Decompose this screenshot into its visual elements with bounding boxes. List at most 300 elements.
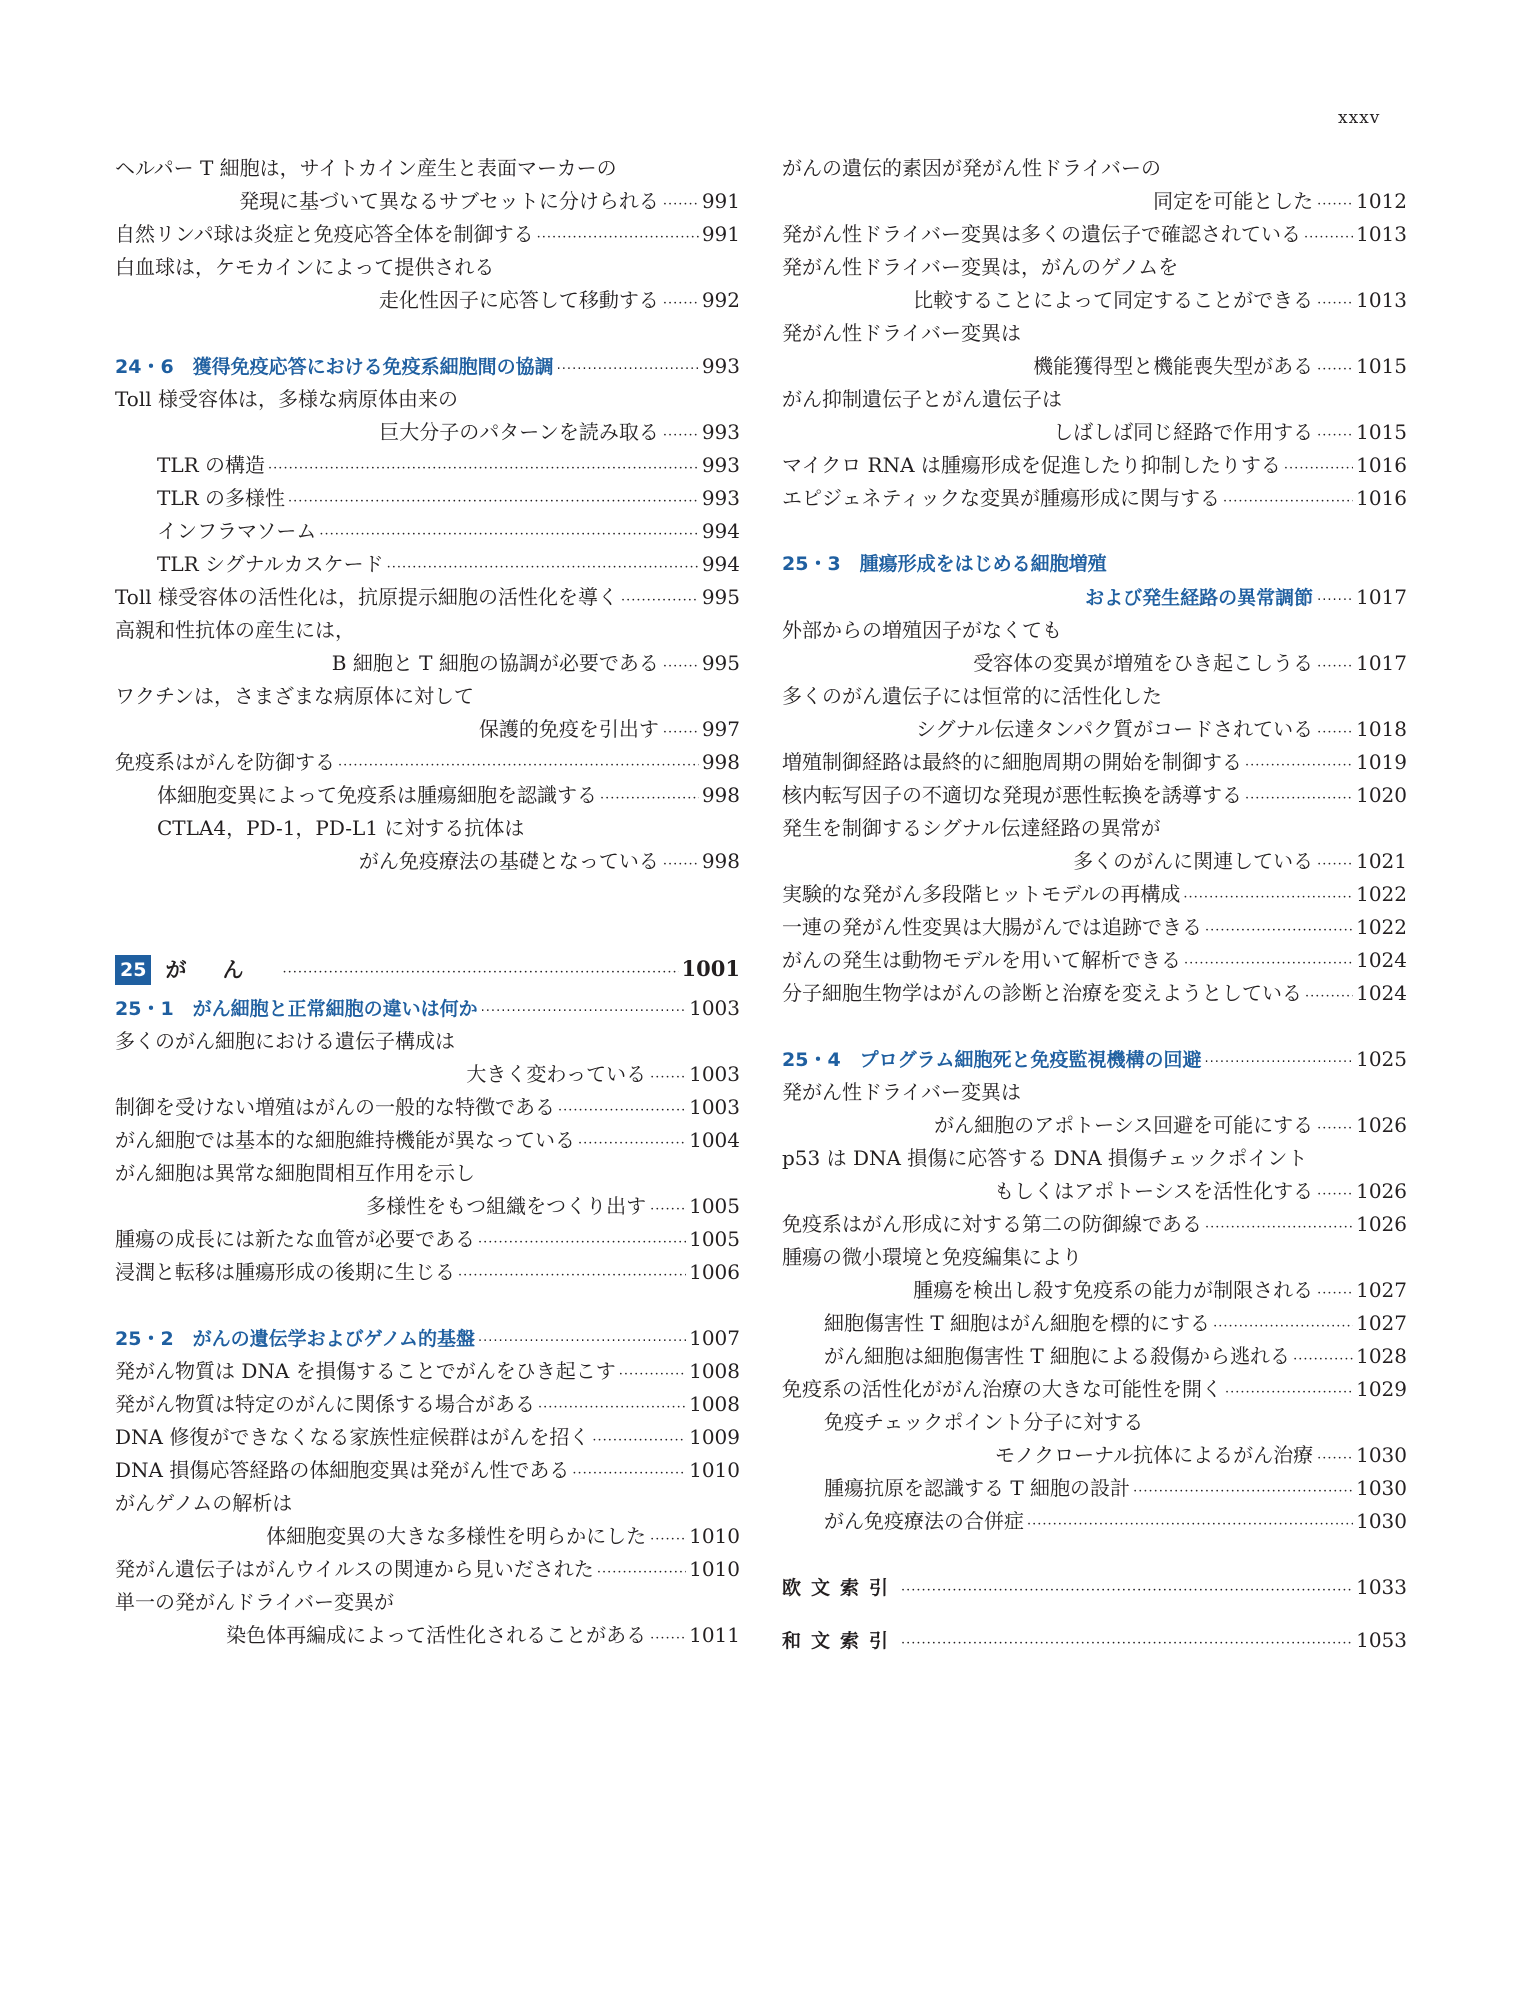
leader-dots <box>1293 1343 1353 1376</box>
toc-entry-title: Toll 様受容体は，多様な病原体由来の <box>115 387 458 411</box>
leader-dots <box>538 1391 686 1424</box>
toc-entry-title: 24・6 獲得免疫応答における免疫系細胞間の協調 <box>115 356 554 378</box>
toc-entry-title: 機能獲得型と機能喪失型がある <box>1033 354 1314 378</box>
toc-entry[interactable] <box>782 1472 1407 1505</box>
spacer <box>782 1010 1407 1043</box>
toc-entry-title: 25・3 腫瘍形成をはじめる細胞増殖 <box>782 553 1107 575</box>
toc-entry[interactable] <box>782 482 1407 515</box>
spacer <box>782 515 1407 548</box>
leader-dots <box>1205 914 1353 947</box>
toc-entry-title: 和文索引 <box>782 1630 899 1652</box>
toc-entry-continued[interactable] <box>115 185 740 218</box>
page-ref: 998 <box>701 849 740 873</box>
toc-entry-title: 多くのがん遺伝子には恒常的に活性化した <box>782 684 1162 708</box>
toc-entry-title: 細胞傷害性 T 細胞はがん細胞を標的にする <box>824 1311 1211 1335</box>
leader-dots <box>537 221 699 254</box>
leader-dots <box>1245 782 1353 815</box>
leader-dots <box>1284 452 1353 485</box>
page-ref: 1022 <box>1356 915 1407 939</box>
page-ref: 1026 <box>1356 1179 1407 1203</box>
toc-entry[interactable] <box>115 779 740 812</box>
toc-entry-title: 体細胞変異の大きな多様性を明らかにした <box>266 1524 647 1548</box>
page-ref: 1008 <box>689 1359 740 1383</box>
leader-dots <box>572 1457 686 1490</box>
leader-dots <box>663 716 699 749</box>
toc-entry[interactable] <box>115 1388 740 1421</box>
toc-entry-title: DNA 損傷応答経路の体細胞変異は発がん性である <box>115 1458 570 1482</box>
toc-entry-title: マイクロ RNA は腫瘍形成を促進したり抑制したりする <box>782 453 1281 477</box>
leader-dots <box>650 1622 686 1655</box>
toc-entry-title: 制御を受けない増殖はがんの一般的な特徴である <box>115 1095 555 1119</box>
page-ref: 997 <box>701 717 740 741</box>
page-ref: 1024 <box>1356 981 1407 1005</box>
toc-entry[interactable] <box>782 1208 1407 1241</box>
toc-entry <box>782 1142 1407 1175</box>
toc-entry-title: がんゲノムの解析は <box>115 1491 293 1515</box>
toc-entry-continued[interactable] <box>782 416 1407 449</box>
toc-entry-title: 発がん性ドライバー変異は <box>782 1080 1021 1104</box>
toc-entry <box>115 1025 740 1058</box>
leader-dots <box>1183 881 1353 914</box>
toc-entry-title: 白血球は，ケモカインによって提供される <box>115 255 495 279</box>
page-ref: 1006 <box>689 1260 740 1284</box>
toc-entry <box>782 251 1407 284</box>
page-ref: 995 <box>701 651 740 675</box>
toc-entry-title: がんの発生は動物モデルを用いて解析できる <box>782 948 1181 972</box>
page-ref: 1004 <box>689 1128 740 1152</box>
page-ref: 1030 <box>1356 1443 1407 1467</box>
leader-dots <box>1184 947 1353 980</box>
index-entry[interactable] <box>782 1624 1407 1657</box>
page-ref: 1015 <box>1356 354 1407 378</box>
page-ref: 1027 <box>1356 1278 1407 1302</box>
leader-dots <box>663 287 699 320</box>
toc-entry-title: モノクローナル抗体によるがん治療 <box>994 1443 1314 1467</box>
toc-entry-title: 発現に基づいて異なるサブセットに分けられる <box>239 189 659 213</box>
chapter-heading[interactable] <box>115 952 740 992</box>
section-heading <box>782 548 1407 581</box>
toc-entry-title: がん細胞は細胞傷害性 T 細胞による殺傷から逃れる <box>824 1344 1291 1368</box>
toc-entry-title: 核内転写因子の不適切な発現が悪性転換を誘導する <box>782 783 1242 807</box>
page-ref: 1020 <box>1356 783 1407 807</box>
toc-entry-title: 発がん物質は特定のがんに関係する場合がある <box>115 1392 535 1416</box>
page-ref: 1010 <box>689 1557 740 1581</box>
toc-entry-title: 免疫系はがん形成に対する第二の防御線である <box>782 1212 1202 1236</box>
leader-dots <box>1317 353 1353 386</box>
toc-entry-title: インフラマソーム <box>157 519 317 543</box>
leader-dots <box>1027 1508 1353 1541</box>
toc-entry-title: 巨大分子のパターンを読み取る <box>379 420 659 444</box>
section-heading[interactable] <box>115 1322 740 1355</box>
toc-entry <box>782 1241 1407 1274</box>
leader-dots <box>597 1556 686 1589</box>
leader-dots <box>650 1193 686 1226</box>
toc-entry-title: 発生を制御するシグナル伝達経路の異常が <box>782 816 1161 840</box>
toc-entry <box>782 317 1407 350</box>
page-ref: 1016 <box>1356 453 1407 477</box>
page-ref: 1015 <box>1356 420 1407 444</box>
toc-entry-continued[interactable] <box>115 1520 740 1553</box>
page-ref: 991 <box>701 189 740 213</box>
toc-entry-title: がん細胞では基本的な細胞維持機能が異なっている <box>115 1128 575 1152</box>
toc-entry-title: 体細胞変異によって免疫系は腫瘍細胞を認識する <box>157 783 597 807</box>
toc-entry-continued[interactable] <box>782 1274 1407 1307</box>
page-ref: 994 <box>701 552 740 576</box>
toc-entry-title: B 細胞と T 細胞の協調が必要である <box>331 651 659 675</box>
leader-dots <box>619 1358 686 1391</box>
leader-dots <box>663 848 699 881</box>
toc-entry[interactable] <box>782 1340 1407 1373</box>
toc-entry-continued[interactable] <box>782 1439 1407 1472</box>
leader-dots <box>578 1127 686 1160</box>
leader-dots <box>663 650 699 683</box>
leader-dots <box>319 518 698 551</box>
page-ref: 994 <box>701 519 740 543</box>
chapter-title <box>115 954 279 987</box>
page-ref: 993 <box>701 354 740 378</box>
toc-entry-title: 腫瘍抗原を認識する T 細胞の設計 <box>824 1476 1131 1500</box>
toc-entry <box>115 383 740 416</box>
page-ref: 1012 <box>1356 189 1407 213</box>
spacer <box>115 1289 740 1322</box>
page-ref: 1017 <box>1356 585 1407 609</box>
toc-entry[interactable] <box>782 1505 1407 1538</box>
leader-dots <box>621 584 699 617</box>
toc-entry <box>782 383 1407 416</box>
toc-entry-title: DNA 修復ができなくなる家族性症候群はがんを招く <box>115 1425 590 1449</box>
toc-entry-title: 一連の発がん性変異は大腸がんでは追跡できる <box>782 915 1202 939</box>
page-ref: 1011 <box>689 1623 740 1647</box>
leader-dots <box>1205 1211 1353 1244</box>
toc-entry-continued[interactable] <box>115 713 740 746</box>
section-heading[interactable] <box>115 992 740 1025</box>
toc-entry <box>782 812 1407 845</box>
toc-entry-title: 発がん性ドライバー変異は <box>782 321 1021 345</box>
page-ref: 1026 <box>1356 1113 1407 1137</box>
toc-entry[interactable] <box>115 482 740 515</box>
leader-dots <box>1317 1442 1353 1475</box>
leader-dots <box>387 551 699 584</box>
toc-entry <box>782 1076 1407 1109</box>
page-ref: 993 <box>701 453 740 477</box>
toc-entry-continued[interactable] <box>782 647 1407 680</box>
page-ref: 998 <box>701 750 740 774</box>
toc-entry-continued[interactable] <box>782 1175 1407 1208</box>
toc-entry-title: 発がん遺伝子はがんウイルスの関連から見いだされた <box>115 1557 594 1581</box>
toc-entry[interactable] <box>115 1091 740 1124</box>
chapter-number-badge: 25 <box>115 955 151 985</box>
toc-entry-title: 腫瘍の成長には新たな血管が必要である <box>115 1227 475 1251</box>
toc-entry <box>115 1157 740 1190</box>
toc-entry[interactable] <box>115 1124 740 1157</box>
toc-entry[interactable] <box>115 548 740 581</box>
page-ref: 1028 <box>1356 1344 1407 1368</box>
page-ref: 998 <box>701 783 740 807</box>
leader-dots <box>1317 716 1353 749</box>
leader-dots <box>557 353 699 386</box>
toc-entry-title: 保護的免疫を引出す <box>478 717 659 741</box>
page-number: xxxv <box>1338 108 1381 128</box>
toc-entry-title: がんの遺伝的素因が発がん性ドライバーの <box>782 156 1161 180</box>
toc-entry-title: 外部からの増殖因子がなくても <box>782 618 1062 642</box>
toc-entry-continued[interactable] <box>115 1190 740 1223</box>
page-ref: 1019 <box>1356 750 1407 774</box>
page-ref: 1029 <box>1356 1377 1407 1401</box>
toc-entry-title: 浸潤と転移は腫瘍形成の後期に生じる <box>115 1260 455 1284</box>
page-ref: 1010 <box>689 1524 740 1548</box>
spacer <box>115 878 740 919</box>
page-ref: 1022 <box>1356 882 1407 906</box>
page-ref: 1005 <box>689 1227 740 1251</box>
leader-dots <box>650 1061 686 1094</box>
leader-dots <box>1213 1310 1353 1343</box>
page-ref: 1013 <box>1356 288 1407 312</box>
toc-entry-title: がん細胞のアポトーシス回避を可能にする <box>934 1113 1314 1137</box>
toc-entry-title: 25・1 がん細胞と正常細胞の違いは何か <box>115 998 478 1020</box>
leader-dots <box>458 1259 686 1292</box>
spacer <box>115 317 740 350</box>
leader-dots <box>1133 1475 1353 1508</box>
leader-dots <box>1223 485 1353 518</box>
toc-entry[interactable] <box>782 1307 1407 1340</box>
toc-entry-title: 腫瘍の微小環境と免疫編集により <box>782 1245 1082 1269</box>
toc-entry-continued[interactable] <box>782 185 1407 218</box>
toc-entry-title: Toll 様受容体の活性化は，抗原提示細胞の活性化を導く <box>115 585 618 609</box>
toc-entry[interactable] <box>782 779 1407 812</box>
toc-entry-title: 単一の発がんドライバー変異が <box>115 1590 394 1614</box>
page-ref: 992 <box>701 288 740 312</box>
toc-entry-title: ワクチンは，さまざまな病原体に対して <box>115 684 474 708</box>
toc-entry-title: 発がん性ドライバー変異は多くの遺伝子で確認されている <box>782 222 1301 246</box>
page-ref: 1007 <box>689 1326 740 1350</box>
toc-entry[interactable] <box>782 1373 1407 1406</box>
toc-entry <box>115 812 740 845</box>
toc-entry <box>782 680 1407 713</box>
leader-dots <box>478 1325 686 1358</box>
toc-entry-continued[interactable] <box>782 284 1407 317</box>
leader-dots <box>901 1574 1353 1607</box>
page-ref: 1003 <box>689 1062 740 1086</box>
section-heading[interactable] <box>115 350 740 383</box>
toc-entry-continued[interactable] <box>782 713 1407 746</box>
leader-dots <box>600 782 699 815</box>
toc-entry <box>115 614 740 647</box>
page-ref: 1001 <box>681 956 740 981</box>
toc-entry-title: 高親和性抗体の産生には， <box>115 618 355 642</box>
toc-entry[interactable] <box>782 746 1407 779</box>
toc-entry-continued[interactable] <box>115 845 740 878</box>
leader-dots <box>1317 1112 1353 1145</box>
page-ref: 1053 <box>1356 1628 1407 1652</box>
index-entry[interactable] <box>782 1571 1407 1604</box>
toc-entry-continued[interactable] <box>115 284 740 317</box>
leader-dots <box>1225 1376 1353 1409</box>
toc-entry-title: 走化性因子に応答して移動する <box>378 288 659 312</box>
spacer <box>782 1538 1407 1571</box>
toc-entry-title: 同定を可能とした <box>1153 189 1314 213</box>
page-ref: 1003 <box>689 1095 740 1119</box>
leader-dots <box>338 749 699 782</box>
toc-entry <box>115 1487 740 1520</box>
page-ref: 1010 <box>689 1458 740 1482</box>
toc-entry[interactable] <box>115 449 740 482</box>
toc-entry[interactable] <box>115 1256 740 1289</box>
leader-dots <box>1304 221 1353 254</box>
toc-entry-title: 受容体の変異が増殖をひき起こしうる <box>973 651 1314 675</box>
toc-entry-title: 発がん物質は DNA を損傷することでがんをひき起こす <box>115 1359 616 1383</box>
toc-entry-title: および発生経路の異常調節 <box>1085 587 1314 609</box>
toc-entry-title: がん免疫療法の合併症 <box>824 1509 1024 1533</box>
spacer <box>782 1604 1407 1624</box>
leader-dots <box>1245 749 1353 782</box>
toc-entry[interactable] <box>782 218 1407 251</box>
page-ref: 1005 <box>689 1194 740 1218</box>
toc-entry-title: 25・4 プログラム細胞死と免疫監視機構の回避 <box>782 1049 1202 1071</box>
toc-entry-title: 免疫チェックポイント分子に対する <box>824 1410 1144 1434</box>
toc-entry <box>115 1586 740 1619</box>
toc-entry-title: TLR の多様性 <box>157 486 286 510</box>
toc-entry-title: がん細胞は異常な細胞間相互作用を示し <box>115 1161 475 1185</box>
page-ref: 1026 <box>1356 1212 1407 1236</box>
page-ref: 1025 <box>1356 1047 1407 1071</box>
toc-right-column <box>782 152 1407 1657</box>
toc-entry[interactable] <box>115 1223 740 1256</box>
toc-entry-continued[interactable] <box>115 1619 740 1652</box>
page-ref: 1027 <box>1356 1311 1407 1335</box>
toc-entry[interactable] <box>782 977 1407 1010</box>
toc-entry-title: しばしば同じ経路で作用する <box>1053 420 1314 444</box>
leader-dots <box>1305 980 1353 1013</box>
leader-dots <box>268 452 699 485</box>
toc-entry-title: がん免疫療法の基礎となっている <box>358 849 659 873</box>
toc-entry-title: もしくはアポトーシスを活性化する <box>994 1179 1314 1203</box>
toc-entry[interactable] <box>782 449 1407 482</box>
toc-entry-title: 多様性をもつ組織をつくり出す <box>366 1194 647 1218</box>
toc-entry-title: がん抑制遺伝子とがん遺伝子は <box>782 387 1062 411</box>
toc-entry[interactable] <box>115 218 740 251</box>
leader-dots <box>558 1094 686 1127</box>
toc-entry-title: シグナル伝達タンパク質がコードされている <box>915 717 1314 741</box>
toc-entry <box>115 680 740 713</box>
toc-entry-title: 発がん性ドライバー変異は，がんのゲノムを <box>782 255 1179 279</box>
page-ref: 993 <box>701 420 740 444</box>
page-ref: 1024 <box>1356 948 1407 972</box>
toc-entry-title: 分子細胞生物学はがんの診断と治療を変えようとしている <box>782 981 1302 1005</box>
leader-dots <box>288 485 699 518</box>
page-ref: 1003 <box>689 996 740 1020</box>
toc-entry <box>782 1406 1407 1439</box>
toc-entry-title: 多くのがんに関連している <box>1073 849 1314 873</box>
leader-dots <box>1317 287 1353 320</box>
toc-entry-title: 自然リンパ球は炎症と免疫応答全体を制御する <box>115 222 534 246</box>
toc-entry[interactable] <box>115 581 740 614</box>
toc-entry-title: 25・2 がんの遺伝学およびゲノム的基盤 <box>115 1328 476 1350</box>
toc-entry-continued[interactable] <box>782 350 1407 383</box>
page-ref: 1030 <box>1356 1476 1407 1500</box>
toc-entry[interactable] <box>115 1421 740 1454</box>
spacer <box>115 919 740 952</box>
page-ref: 995 <box>701 585 740 609</box>
toc-entry[interactable] <box>115 515 740 548</box>
leader-dots <box>1317 188 1353 221</box>
toc-entry[interactable] <box>782 911 1407 944</box>
leader-dots <box>1317 584 1353 617</box>
toc-entry[interactable] <box>782 878 1407 911</box>
page-ref: 1013 <box>1356 222 1407 246</box>
toc-entry-title: ヘルパー T 細胞は，サイトカイン産生と表面マーカーの <box>115 156 617 180</box>
page-ref: 1017 <box>1356 651 1407 675</box>
page-ref: 1016 <box>1356 486 1407 510</box>
leader-dots <box>650 1523 686 1556</box>
leader-dots <box>481 995 686 1028</box>
toc-entry-title: 多くのがん細胞における遺伝子構成は <box>115 1029 455 1053</box>
page-ref: 1033 <box>1356 1575 1407 1599</box>
toc-entry-title: エピジェネティックな変異が腫瘍形成に関与する <box>782 486 1220 510</box>
page-ref: 1008 <box>689 1392 740 1416</box>
toc-entry-continued[interactable] <box>115 1058 740 1091</box>
toc-entry-continued[interactable] <box>115 416 740 449</box>
toc-entry <box>782 614 1407 647</box>
toc-entry <box>115 152 740 185</box>
leader-dots <box>663 188 699 221</box>
leader-dots <box>1204 1046 1353 1079</box>
toc-entry[interactable] <box>115 746 740 779</box>
toc-entry[interactable] <box>115 1355 740 1388</box>
toc-entry-title: 増殖制御経路は最終的に細胞周期の開始を制御する <box>782 750 1242 774</box>
toc-entry-continued[interactable] <box>782 1109 1407 1142</box>
toc-entry-title: 免疫系の活性化ががん治療の大きな可能性を開く <box>782 1377 1222 1401</box>
section-heading[interactable] <box>782 1043 1407 1076</box>
leader-dots <box>592 1424 686 1457</box>
page-ref: 993 <box>701 486 740 510</box>
toc-entry-title: p53 は DNA 損傷に応答する DNA 損傷チェックポイント <box>782 1146 1308 1170</box>
toc-entry-title: TLR シグナルカスケード <box>157 552 384 576</box>
leader-dots <box>1317 1178 1353 1211</box>
toc-entry-title: 欧文索引 <box>782 1577 899 1599</box>
toc-entry-continued[interactable] <box>115 647 740 680</box>
toc-entry-title: CTLA4，PD-1，PD-L1 に対する抗体は <box>157 816 525 840</box>
section-heading-continued[interactable] <box>782 581 1407 614</box>
toc-entry[interactable] <box>115 1553 740 1586</box>
page-ref: 1021 <box>1356 849 1407 873</box>
leader-dots <box>1317 848 1353 881</box>
page-ref: 1009 <box>689 1425 740 1449</box>
toc-entry-title: 実験的な発がん多段階ヒットモデルの再構成 <box>782 882 1181 906</box>
leader-dots <box>1317 650 1353 683</box>
chapter-title-text: がん <box>165 957 280 982</box>
leader-dots <box>478 1226 686 1259</box>
leader-dots <box>1317 419 1353 452</box>
toc-entry-title: 免疫系はがんを防御する <box>115 750 335 774</box>
page-ref: 1030 <box>1356 1509 1407 1533</box>
toc-entry[interactable] <box>782 944 1407 977</box>
leader-dots <box>663 419 699 452</box>
toc-entry-title: 腫瘍を検出し殺す免疫系の能力が制限される <box>913 1278 1314 1302</box>
leader-dots <box>282 956 678 989</box>
page-ref: 991 <box>701 222 740 246</box>
toc-entry-title: 染色体再編成によって活性化されることがある <box>226 1623 647 1647</box>
toc-entry-title: TLR の構造 <box>157 453 266 477</box>
toc-entry <box>115 251 740 284</box>
toc-entry-title: 比較することによって同定することができる <box>913 288 1314 312</box>
toc-entry-title: 大きく変わっている <box>466 1062 647 1086</box>
toc-entry-continued[interactable] <box>782 845 1407 878</box>
toc-left-column <box>115 152 740 1652</box>
toc-entry[interactable] <box>115 1454 740 1487</box>
page-ref: 1018 <box>1356 717 1407 741</box>
toc-entry <box>782 152 1407 185</box>
leader-dots <box>901 1627 1353 1660</box>
